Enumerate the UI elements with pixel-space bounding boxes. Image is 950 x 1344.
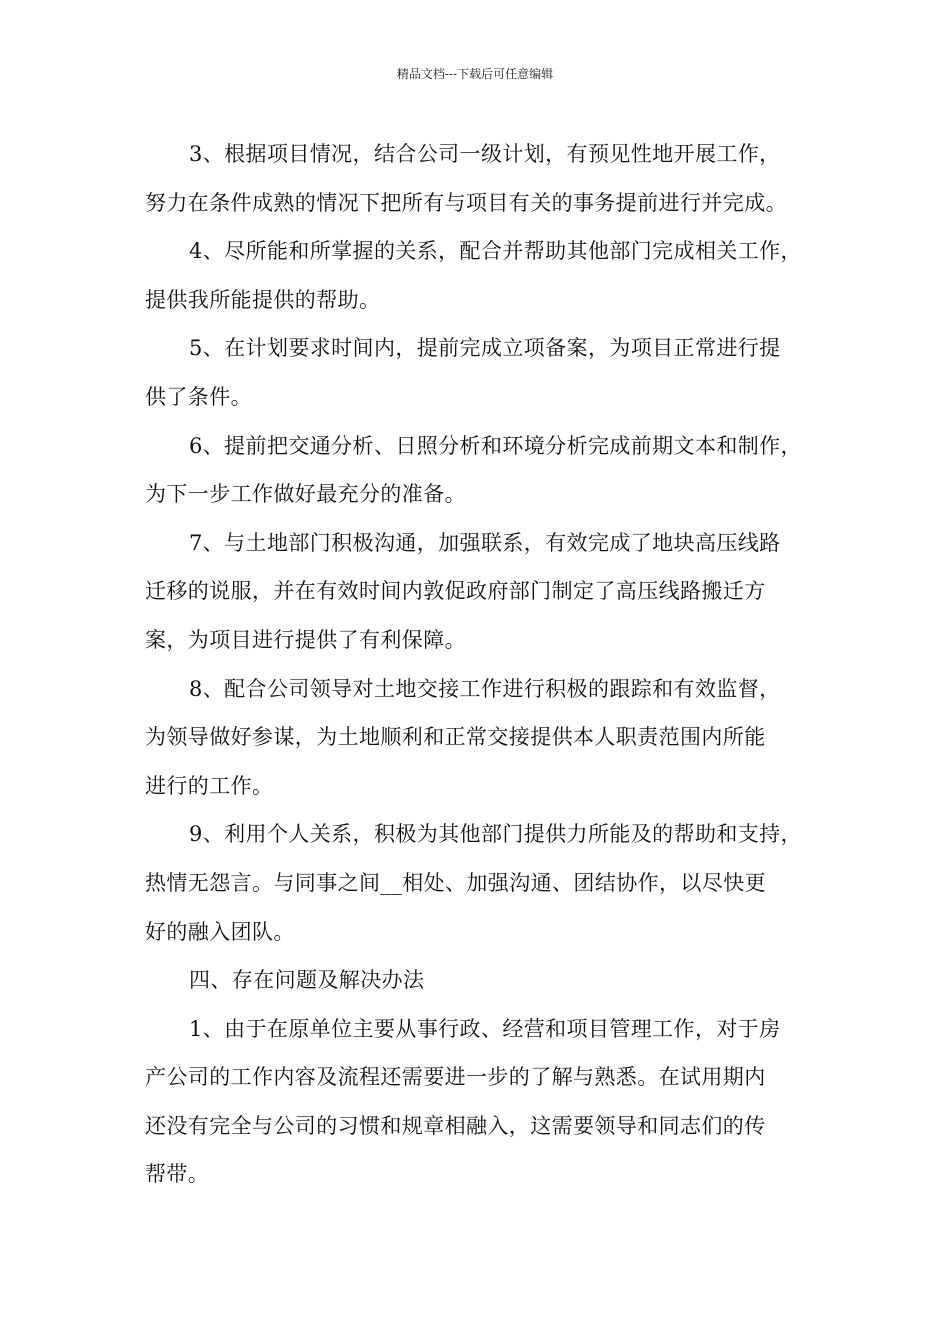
paragraph-item-9 bbox=[145, 810, 835, 956]
text-line: 热情无怨言。与同事之间__相处、加强沟通、团结协作，以尽快更 bbox=[145, 870, 766, 895]
text-line: 还没有完全与公司的习惯和规章相融入，这需要领导和同志们的传 bbox=[145, 1113, 766, 1138]
paragraph-item-8 bbox=[145, 665, 835, 811]
text-line: 为下一步工作做好最充分的准备。 bbox=[145, 482, 466, 507]
text-line: 7、与土地部门积极沟通，加强联系，有效完成了地块高压线路 bbox=[189, 530, 781, 555]
document-body bbox=[145, 130, 835, 1199]
paragraph-item-5 bbox=[145, 324, 835, 421]
paragraph-problem-1 bbox=[145, 1005, 835, 1199]
section-heading bbox=[145, 956, 835, 1005]
text-line: 5、在计划要求时间内，提前完成立项备案，为项目正常进行提 bbox=[189, 336, 781, 361]
text-line: 帮带。 bbox=[145, 1162, 210, 1187]
text-line: 6、提前把交通分析、日照分析和环境分析完成前期文本和制作， bbox=[189, 433, 802, 458]
text-line: 案，为项目进行提供了有利保障。 bbox=[145, 627, 466, 652]
text-line: 4、尽所能和所掌握的关系，配合并帮助其他部门完成相关工作， bbox=[189, 239, 802, 264]
paragraph-item-6 bbox=[145, 422, 835, 519]
text-line: 迁移的说服，并在有效时间内敦促政府部门制定了高压线路搬迁方 bbox=[145, 579, 766, 604]
paragraph-item-7 bbox=[145, 519, 835, 665]
text-line: 1、由于在原单位主要从事行政、经营和项目管理工作，对于房 bbox=[189, 1016, 781, 1041]
text-line: 为领导做好参谋，为土地顺利和正常交接提供本人职责范围内所能 bbox=[145, 725, 766, 750]
text-line: 提供我所能提供的帮助。 bbox=[145, 287, 381, 312]
paragraph-item-3 bbox=[145, 130, 835, 227]
text-line: 9、利用个人关系，积极为其他部门提供力所能及的帮助和支持， bbox=[189, 822, 802, 847]
page-header: 精品文档---下载后可任意编辑 bbox=[396, 67, 554, 81]
text-line: 3、根据项目情况，结合公司一级计划，有预见性地开展工作， bbox=[189, 142, 781, 166]
paragraph-item-4 bbox=[145, 227, 835, 324]
text-line: 四、存在问题及解决办法 bbox=[189, 968, 425, 993]
text-line: 好的融入团队。 bbox=[145, 919, 295, 944]
text-line: 产公司的工作内容及流程还需要进一步的了解与熟悉。在试用期内 bbox=[145, 1065, 766, 1090]
text-line: 8、配合公司领导对土地交接工作进行积极的跟踪和有效监督， bbox=[189, 676, 781, 701]
text-line: 努力在条件成熟的情况下把所有与项目有关的事务提前进行并完成。 bbox=[145, 190, 787, 215]
text-line: 进行的工作。 bbox=[145, 773, 274, 798]
text-line: 供了条件。 bbox=[145, 384, 252, 409]
